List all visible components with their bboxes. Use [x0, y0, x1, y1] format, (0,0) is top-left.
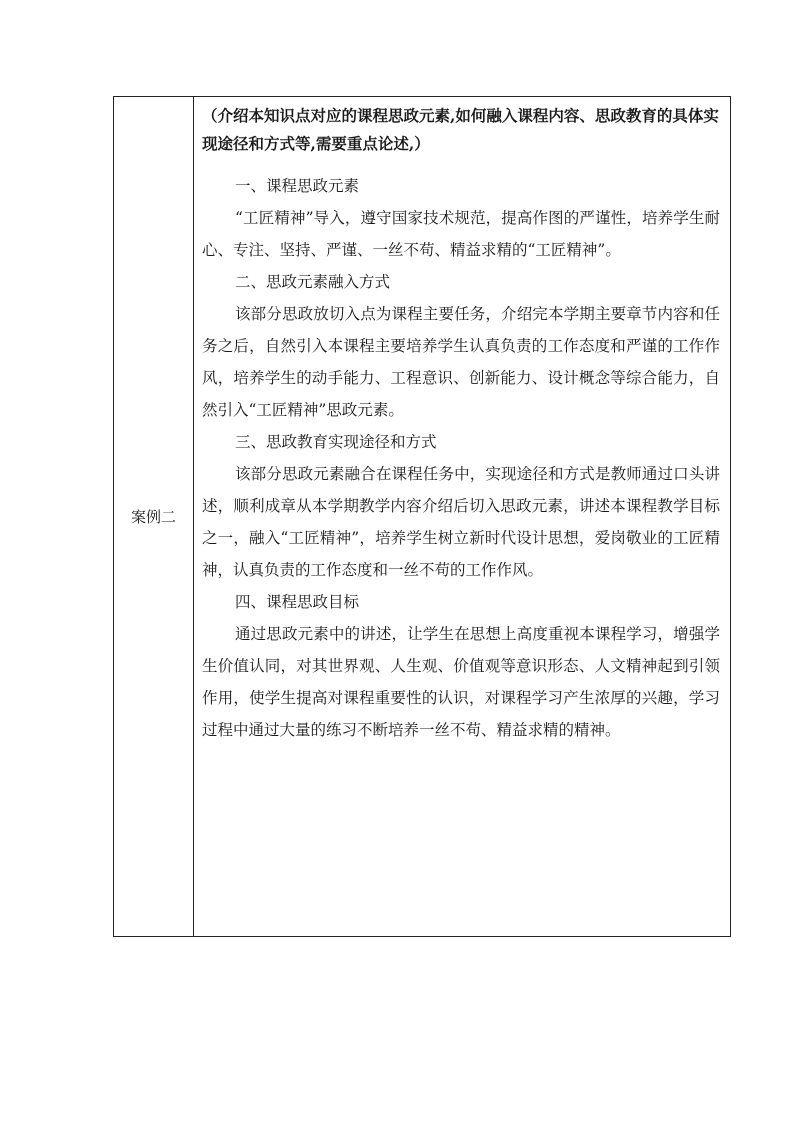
section-heading-integration: 二、思政元素融入方式 [235, 273, 391, 291]
case-label-cell [114, 97, 194, 937]
case-row [114, 97, 731, 937]
section-paragraph-integration: 该部分思政放切入点为课程主要任务，介绍完本学期主要章节内容和任务之后，自然引入本课程主要培养学生认真负责的工作态度和严谨的工作作风，培养学生的动手能力、工程意识、创新能力、设计概念等综合能力，自然引入“工匠精神”思政元素。 [202, 305, 720, 419]
case-content [194, 97, 730, 746]
case-label: 案例二 [130, 508, 176, 526]
section-paragraph-elements: “工匠精神”导入，遵守国家技术规范，提高作图的严谨性，培养学生耐心、专注、坚持、严谨、一丝不苟、精益求精的“工匠精神”。 [202, 209, 720, 259]
section-paragraph-approach: 该部分思政元素融合在课程任务中，实现途径和方式是教师通过口头讲述，顺利成章从本学期教学内容介绍后切入思政元素，讲述本课程教学目标之一，融入“工匠精神”，培养学生树立新时代设计思想，爱岗敬业的工匠精神，认真负责的工作态度和一丝不苟的工作作风。 [202, 465, 720, 579]
case-content-cell [194, 97, 731, 937]
section-heading-elements: 一、课程思政元素 [235, 177, 360, 195]
section-heading-goals: 四、课程思政目标 [235, 593, 360, 611]
instruction-note: （介绍本知识点对应的课程思政元素,如何融入课程内容、思政教育的具体实现途径和方式等,需要重点论述,） [202, 106, 719, 153]
section-heading-approach: 三、思政教育实现途径和方式 [235, 433, 437, 451]
section-paragraph-goals: 通过思政元素中的讲述，让学生在思想上高度重视本课程学习，增强学生价值认同，对其世界观、人生观、价值观等意识形态、人文精神起到引领作用，使学生提高对课程重要性的认识，对课程学习产生浓厚的兴趣，学习过程中通过大量的练习不断培养一丝不苟、精益求精的精神。 [202, 625, 720, 739]
case-table [113, 96, 731, 937]
